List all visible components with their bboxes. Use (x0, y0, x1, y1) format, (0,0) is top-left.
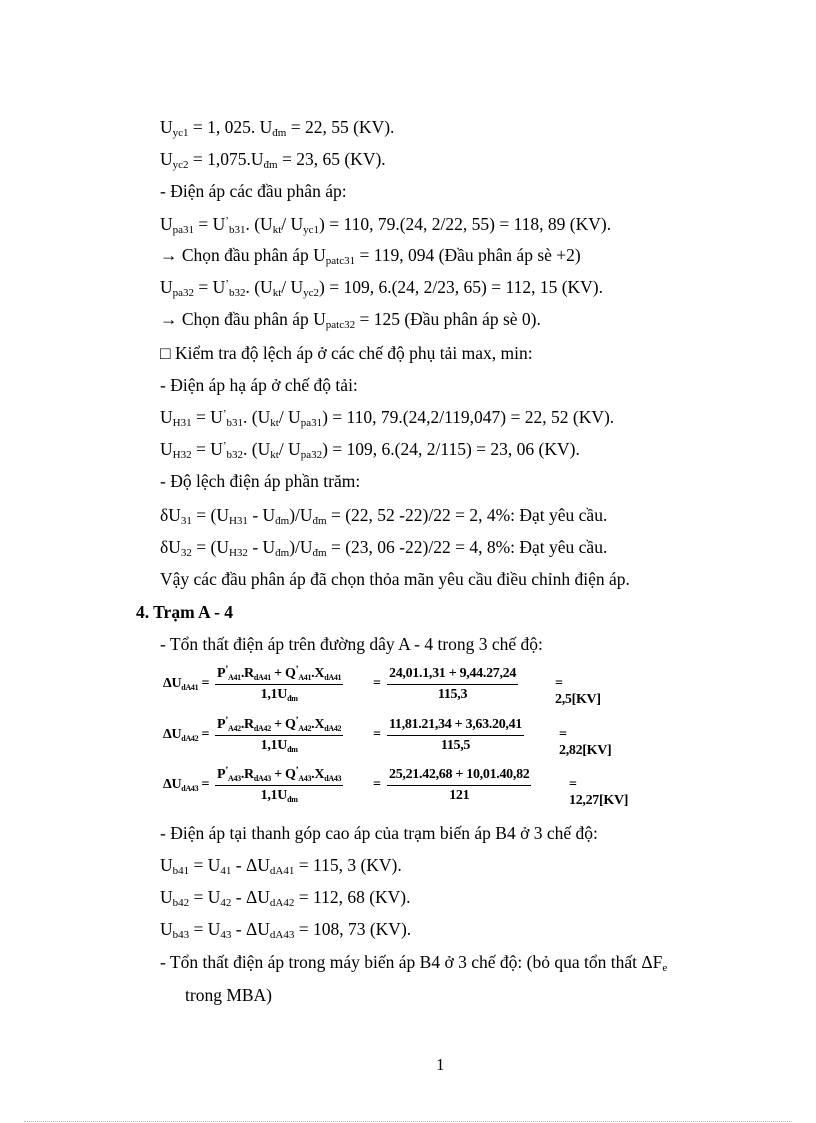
text-line-du32: $\delta U_{32} = (U_{H32} - U_{đm})/U_{đm} = (23$, 06 -22)/22 = 4, 8%: Đạt yêu cầu. (160, 537, 608, 559)
equation-du-da42: $\Delta U_{dA42}$ = $P^’_{A42}.R_{dA42} + Q^’_{A42}.X_{dA42}$ $1,1U_{đm}$ = $\frac{11,81.21,34 + 3,63.20,41}{115,5}$ = 2,82[KV] (163, 715, 612, 758)
checkbox-glyph-icon: □ (160, 343, 171, 363)
bullet-dien-ap-cac-dau: - Điện áp các đầu phân áp: (160, 181, 347, 201)
bullet-dien-ap-ha-ap: - Điện áp hạ áp ở chế độ tải: (160, 375, 358, 395)
text-line-uh32: $U_{H32} = U^’_{b32}$. ($U_{kt}/$ $U_{pa32}) = 109$, 6.(24, 2/115) = 23, 06 (KV). (160, 439, 580, 461)
text-line-uyc2: $U_{yc2} = 1,075.U_{đm} = 23$, 65 (KV). (160, 149, 386, 171)
equation-du-da43: $\Delta U_{dA43}$ = $P^’_{A43}.R_{dA43} + Q^’_{A43}.X_{dA43}$ $1,1U_{đm}$ = $\frac{25,21.42,68 + 10,01.40,82}{121}$ = 12,27[KV] (163, 765, 629, 808)
text-line-chon-patc31: → Chọn đầu phân áp $U_{patc31} = 119$, 094 (Đầu phân áp sè +2) (160, 245, 581, 267)
section-heading: 4. Trạm A - 4 (136, 602, 234, 622)
text-line-trong-mba: trong MBA) (185, 985, 273, 1005)
text-line-conclusion: Vậy các đầu phân áp đã chọn thỏa mãn yêu cầu điều chỉnh điện áp. (160, 569, 630, 589)
text-line-uyc1: $U_{yc1} = 1$, 025. $U_{đm} = 22$, 55 (KV). (160, 117, 395, 139)
text-line-du31: $\delta U_{31} = (U_{H31} - U_{đm})/U_{đm} = (22$, 52 -22)/22 = 2, 4%: Đạt yêu cầu. (160, 505, 608, 527)
equation-du-da41: $\Delta U_{dA41}$ = $P^’_{A41}.R_{dA41} + Q^’_{A41}.X_{dA41}$ $1,1U_{đm}$ = $\frac{24,01.1,31 + 9,44.27,24}{115,3}$ = 2,5[KV] (163, 664, 601, 707)
text-line-ub42: $U_{b42} = U_{42} - \Delta U_{dA42} = 112$, 68 (KV). (160, 887, 411, 909)
bullet-do-lech: - Độ lệch điện áp phần trăm: (160, 471, 361, 491)
text-line-ton-that: - Tổn thất điện áp trên đường dây A - 4 trong 3 chế độ: (160, 634, 543, 654)
page-number: 1 (436, 1055, 445, 1074)
text-line-ub41: $U_{b41} = U_{41} - \Delta U_{dA41} = 115$, 3 (KV). (160, 855, 402, 877)
text-line-ub43: $U_{b43} = U_{43} - \Delta U_{dA43} = 108$, 73 (KV). (160, 919, 412, 941)
text-line-uh31: $U_{H31} = U^’_{b31}$. ($U_{kt}/$ $U_{pa31}) = 110$, 79.(24,2/119,047) = 22, 52 (KV). (160, 407, 615, 429)
text-line-upa32: $U_{pa32} = U^’_{b32}$. ($U_{kt}/$ $U_{yc2}) = 109$, 6.(24, 2/23, 65) = 112, 15 (KV). (160, 277, 604, 299)
text-line-upa31: $U_{pa31} = U^’_{b31}$. ($U_{kt}/$ $U_{yc1}) = 110$, 79.(24, 2/22, 55) = 118, 89 (KV). (160, 214, 612, 236)
page-bottom-rule (24, 1121, 792, 1122)
text-line-chon-patc32: → Chọn đầu phân áp $U_{patc32} = 125$ (Đầu phân áp sè 0). (160, 309, 541, 331)
bullet-ton-that-mba: - Tổn thất điện áp trong máy biến áp B4 ở 3 chế độ: (bỏ qua tổn thất $\Delta F_e$ (160, 952, 668, 974)
text-line-kiem-tra: □ Kiểm tra độ lệch áp ở các chế độ phụ tải max, min: (160, 343, 533, 363)
bullet-thanh-gop: - Điện áp tại thanh góp cao áp của trạm biến áp B4 ở 3 chế độ: (160, 823, 598, 843)
